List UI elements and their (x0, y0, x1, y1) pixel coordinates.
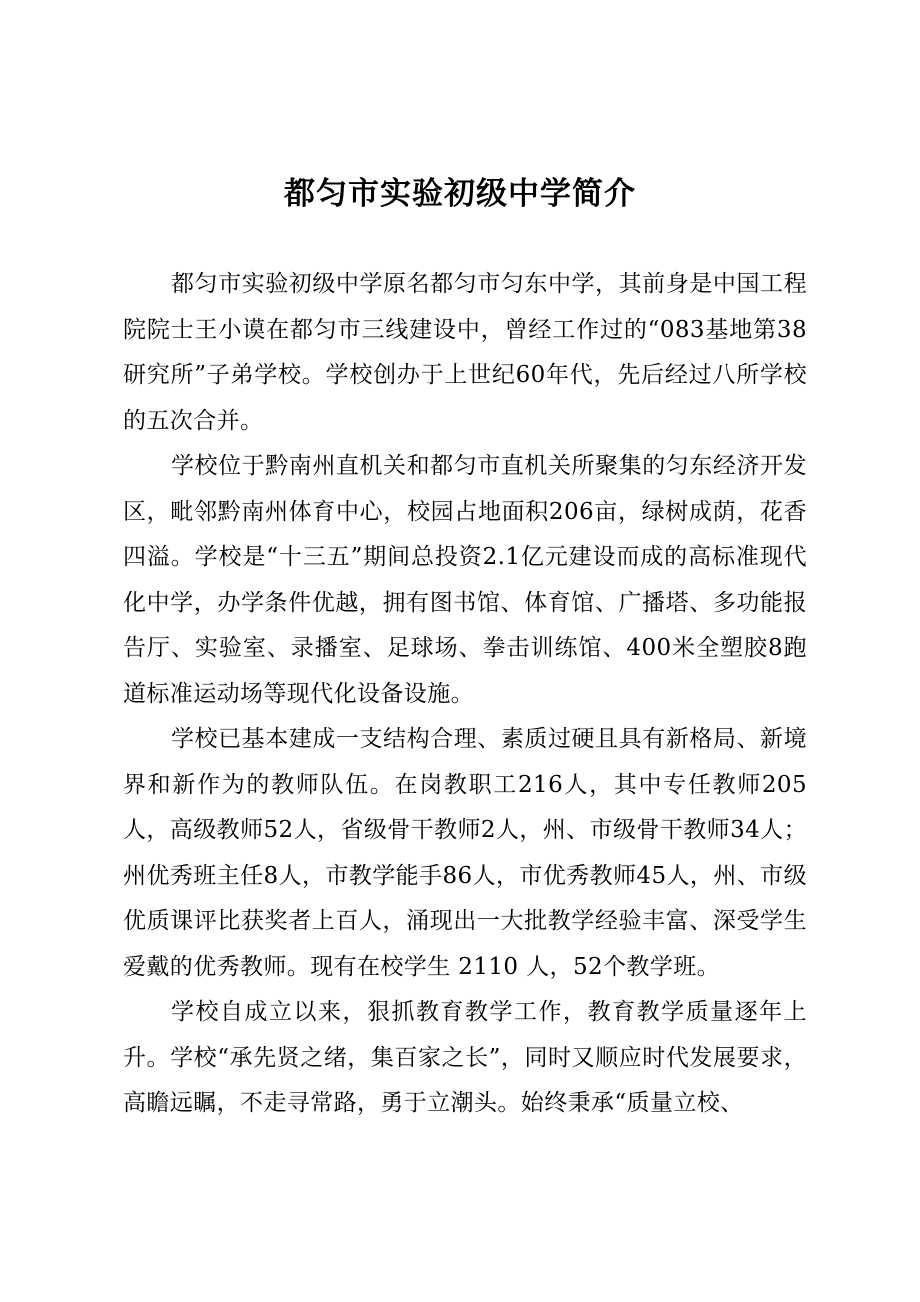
document-body (123, 262, 807, 1127)
paragraph-history: 都匀市实验初级中学原名都匀市匀东中学，其前身是中国工程院院士王小谟在都匀市三线建设中，曾经工作过的“083基地第38研究所”子弟学校。学校创办于上世纪60年代，先后经过八所学校的五次合并。 (123, 271, 807, 434)
document-title: 都匀市实验初级中学简介 (284, 176, 636, 212)
paragraph-campus: 学校位于黔南州直机关和都匀市直机关所聚集的匀东经济开发区，毗邻黔南州体育中心，校园占地面积206亩，绿树成荫，花香四溢。学校是“十三五”期间总投资2.1亿元建设而成的高标准现代化中学，办学条件优越，拥有图书馆、体育馆、广播塔、多功能报告厅、实验室、录播室、足球场、拳击训练馆、400米全塑胶8跑道标准运动场等现代化设备设施。 (123, 453, 807, 707)
paragraph-faculty: 学校已基本建成一支结构合理、素质过硬且具有新格局、新境界和新作为的教师队伍。在岗教职工216人，其中专任教师205人，高级教师52人，省级骨干教师2人，州、市级骨干教师34人；州优秀班主任8人，市教学能手86人，市优秀教师45人，州、市级优质课评比获奖者上百人，涌现出一大批教学经验丰富、深受学生爱戴的优秀教师。现有在校学生 2110 人，52个教学班。 (123, 726, 807, 980)
paragraph-teaching-quality: 学校自成立以来，狠抓教育教学工作，教育教学质量逐年上升。学校“承先贤之绪，集百家之长”，同时又顺应时代发展要求，高瞻远瞩，不走寻常路，勇于立潮头。始终秉承“质量立校、 (123, 999, 807, 1116)
